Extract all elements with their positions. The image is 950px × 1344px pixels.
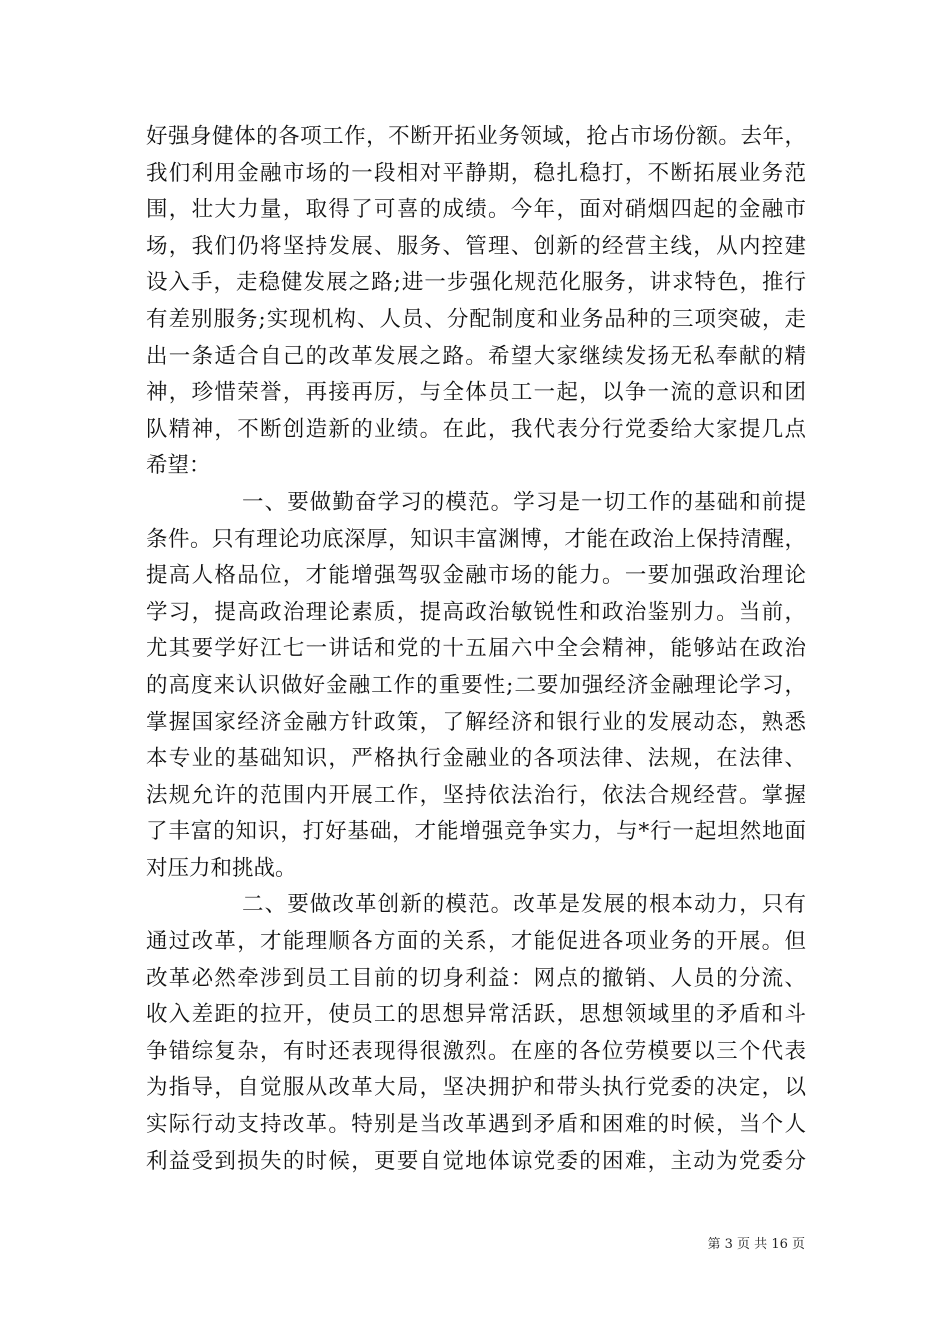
text-line: 神，珍惜荣誉，再接再厉，与全体员工一起，以争一流的意识和团 <box>146 380 806 406</box>
text-line: 提高人格品位，才能增强驾驭金融市场的能力。一要加强政治理论 <box>146 563 806 589</box>
text-line: 法规允许的范围内开展工作，坚持依法治行，依法合规经营。掌握 <box>146 782 806 808</box>
text-line: 设入手，走稳健发展之路;进一步强化规范化服务，讲求特色，推行 <box>146 270 806 296</box>
text-line: 好强身健体的各项工作，不断开拓业务领域，抢占市场份额。去年， <box>146 124 806 149</box>
text-line: 一、要做勤奋学习的模范。学习是一切工作的基础和前提 <box>242 489 806 515</box>
text-line: 出一条适合自己的改革发展之路。希望大家继续发扬无私奉献的精 <box>146 343 806 369</box>
body-text <box>146 119 806 1180</box>
text-line: 了丰富的知识，打好基础，才能增强竞争实力，与*行一起坦然地面 <box>146 819 806 845</box>
text-line: 对压力和挑战。 <box>146 855 297 881</box>
text-line: 实际行动支持改革。特别是当改革遇到矛盾和困难的时候，当个人 <box>146 1112 806 1138</box>
text-line: 围，壮大力量，取得了可喜的成绩。今年，面对硝烟四起的金融市 <box>146 197 806 223</box>
text-line: 通过改革，才能理顺各方面的关系，才能促进各项业务的开展。但 <box>146 929 806 955</box>
text-line: 的高度来认识做好金融工作的重要性;二要加强经济金融理论学习， <box>146 672 806 698</box>
text-line: 尤其要学好江七一讲话和党的十五届六中全会精神，能够站在政治 <box>146 636 806 662</box>
text-line: 场，我们仍将坚持发展、服务、管理、创新的经营主线，从内控建 <box>146 233 806 259</box>
text-line: 争错综复杂，有时还表现得很激烈。在座的各位劳模要以三个代表 <box>146 1038 806 1064</box>
text-line: 收入差距的拉开，使员工的思想异常活跃，思想领域里的矛盾和斗 <box>146 1002 806 1028</box>
text-line: 希望： <box>146 453 211 479</box>
text-line: 掌握国家经济金融方针政策，了解经济和银行业的发展动态，熟悉 <box>146 709 806 735</box>
text-line: 条件。只有理论功底深厚，知识丰富渊博，才能在政治上保持清醒， <box>146 526 806 552</box>
text-line: 学习，提高政治理论素质，提高政治敏锐性和政治鉴别力。当前， <box>146 599 806 625</box>
page-number: 第 3 页 共 16 页 <box>707 1237 805 1252</box>
text-line: 改革必然牵涉到员工目前的切身利益：网点的撤销、人员的分流、 <box>146 965 806 991</box>
text-line: 队精神，不断创造新的业绩。在此，我代表分行党委给大家提几点 <box>146 416 806 442</box>
text-line: 二、要做改革创新的模范。改革是发展的根本动力，只有 <box>242 892 806 918</box>
paragraph-intro <box>146 119 806 485</box>
text-line: 我们利用金融市场的一段相对平静期，稳扎稳打，不断拓展业务范 <box>146 160 806 186</box>
paragraph-reform <box>146 887 806 1180</box>
text-line: 利益受到损失的时候，更要自觉地体谅党委的困难，主动为党委分 <box>146 1148 806 1174</box>
text-line: 本专业的基础知识，严格执行金融业的各项法律、法规，在法律、 <box>146 746 806 772</box>
text-line: 有差别服务;实现机构、人员、分配制度和业务品种的三项突破，走 <box>146 306 806 332</box>
text-line: 为指导，自觉服从改革大局，坚决拥护和带头执行党委的决定，以 <box>146 1075 806 1101</box>
paragraph-study <box>146 485 806 888</box>
